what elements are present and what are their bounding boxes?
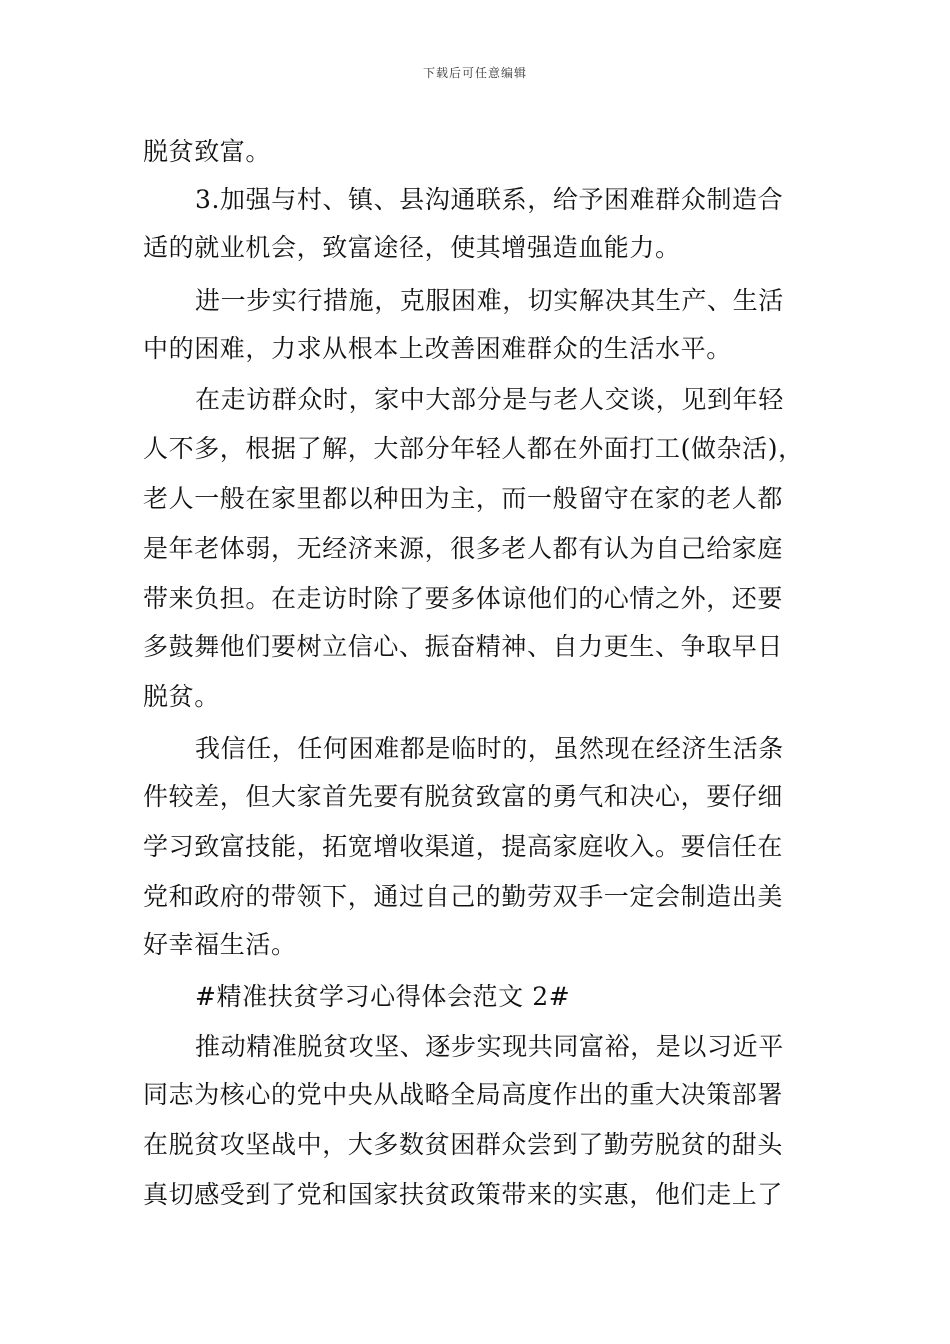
text-line: 同志为核心的党中央从战略全局高度作出的重大决策部署 xyxy=(143,1080,784,1109)
text-line: 脱贫。 xyxy=(143,682,220,711)
text-line: 在脱贫攻坚战中，大多数贫困群众尝到了勤劳脱贫的甜头 xyxy=(143,1130,784,1159)
text-line: 真切感受到了党和国家扶贫政策带来的实惠，他们走上了 xyxy=(143,1180,784,1209)
text-line: 进一步实行措施，克服困难，切实解决其生产、生活 xyxy=(195,286,784,315)
text-line: 多鼓舞他们要树立信心、振奋精神、自力更生、争取早日 xyxy=(143,632,784,661)
text-line: 是年老体弱，无经济来源，很多老人都有认为自己给家庭 xyxy=(143,534,784,563)
text-line: 适的就业机会，致富途径，使其增强造血能力。 xyxy=(143,233,681,262)
text-line: 党和政府的带领下，通过自己的勤劳双手一定会制造出美 xyxy=(143,882,784,911)
header-note: 下载后可任意编辑 xyxy=(422,66,527,80)
text-line: 人不多，根据了解，大部分年轻人都在外面打工(做杂活)， xyxy=(143,434,804,463)
text-line: 学习致富技能，拓宽增收渠道，提高家庭收入。要信任在 xyxy=(143,832,784,861)
text-line: 在走访群众时，家中大部分是与老人交谈，见到年轻 xyxy=(195,385,784,414)
text-line: 好幸福生活。 xyxy=(143,930,297,959)
text-line: 推动精准脱贫攻坚、逐步实现共同富裕，是以习近平 xyxy=(195,1032,784,1061)
text-line: 3.加强与村、镇、县沟通联系，给予困难群众制造合 xyxy=(195,185,784,214)
text-line: 老人一般在家里都以种田为主，而一般留守在家的老人都 xyxy=(143,484,784,513)
text-line: 脱贫致富。 xyxy=(143,137,272,166)
text-line: 我信任，任何困难都是临时的，虽然现在经济生活条 xyxy=(195,734,784,763)
text-line: 中的困难，力求从根本上改善困难群众的生活水平。 xyxy=(143,334,732,363)
text-line: 件较差，但大家首先要有脱贫致富的勇气和决心，要仔细 xyxy=(143,782,784,811)
section-heading: #精准扶贫学习心得体会范文 2# xyxy=(195,982,571,1011)
text-line: 带来负担。在走访时除了要多体谅他们的心情之外，还要 xyxy=(143,584,784,613)
